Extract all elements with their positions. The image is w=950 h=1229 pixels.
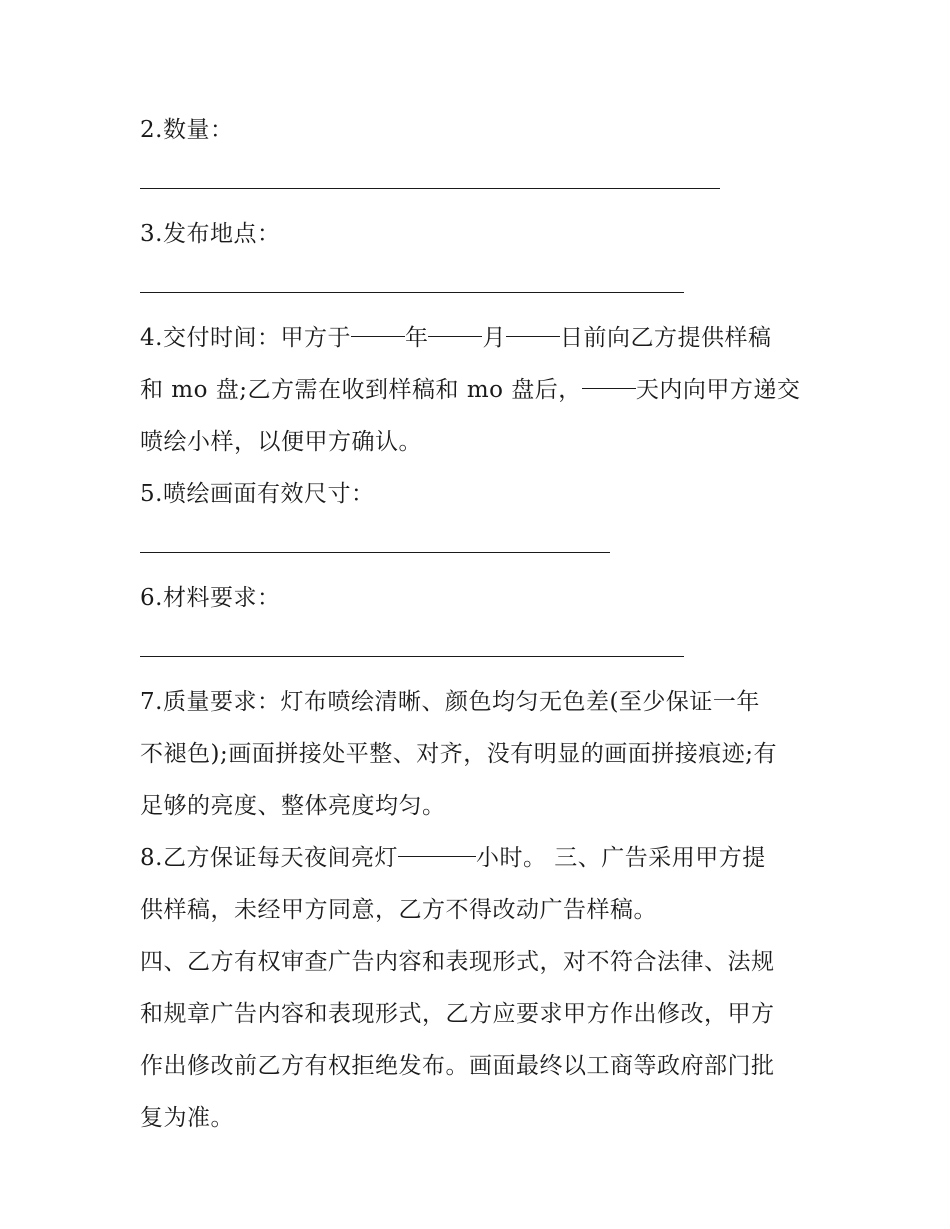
material-blank [140, 656, 684, 657]
clause-four-line-3: 作出修改前乙方有权拒绝发布。画面最终以工商等政府部门批 [140, 1053, 775, 1079]
delivery-day-blank [506, 335, 560, 337]
delivery-text-a: 4.交付时间：甲方于 [140, 325, 351, 351]
delivery-text-d: 日前向乙方提供样稿 [559, 325, 772, 351]
lighting-text-a: 8.乙方保证每天夜间亮灯 [140, 845, 398, 871]
quality-line-3: 足够的亮度、整体亮度均匀。 [140, 793, 446, 819]
size-blank [140, 552, 610, 553]
contract-body [140, 104, 820, 1144]
material-label: 6.材料要求： [140, 585, 281, 611]
quantity-blank [140, 188, 720, 189]
location-label: 3.发布地点： [140, 221, 281, 247]
clause-four-line-1: 四、乙方有权审查广告内容和表现形式，对不符合法律、法规 [140, 949, 775, 975]
quality-line-1: 7.质量要求：灯布喷绘清晰、颜色均匀无色差(至少保证一年 [140, 689, 760, 715]
clause-four-line-4: 复为准。 [140, 1105, 234, 1131]
delivery-month-blank [428, 335, 482, 337]
delivery-text-b: 年 [404, 325, 429, 351]
delivery-year-blank [351, 335, 405, 337]
location-fill-line [140, 260, 820, 302]
quantity-fill-line [140, 156, 820, 198]
delivery-text-c: 月 [482, 325, 506, 351]
delivery-line-3: 喷绘小样，以便甲方确认。 [140, 429, 422, 455]
quantity-label: 2.数量： [140, 117, 234, 143]
size-label: 5.喷绘画面有效尺寸： [140, 481, 375, 507]
size-fill-line [140, 520, 820, 562]
lighting-line-1 [140, 832, 820, 884]
location-blank [140, 292, 684, 293]
quality-line-2: 不褪色);画面拼接处平整、对齐，没有明显的画面拼接痕迹;有 [140, 741, 777, 767]
delivery-line-1 [140, 312, 820, 364]
lighting-hours-blank [398, 855, 476, 857]
delivery-line-2 [140, 364, 820, 416]
clause-four-line-2: 和规章广告内容和表现形式，乙方应要求甲方作出修改，甲方 [140, 1001, 775, 1027]
lighting-line-2: 供样稿，未经甲方同意，乙方不得改动广告样稿。 [140, 897, 657, 923]
material-fill-line [140, 624, 820, 666]
lighting-text-b: 小时。 三、广告采用甲方提 [475, 845, 766, 871]
delivery-text-e: 和 mo 盘;乙方需在收到样稿和 mo 盘后， [140, 377, 582, 403]
delivery-text-f: 天内向甲方递交 [635, 377, 801, 403]
delivery-days-blank [582, 387, 636, 389]
